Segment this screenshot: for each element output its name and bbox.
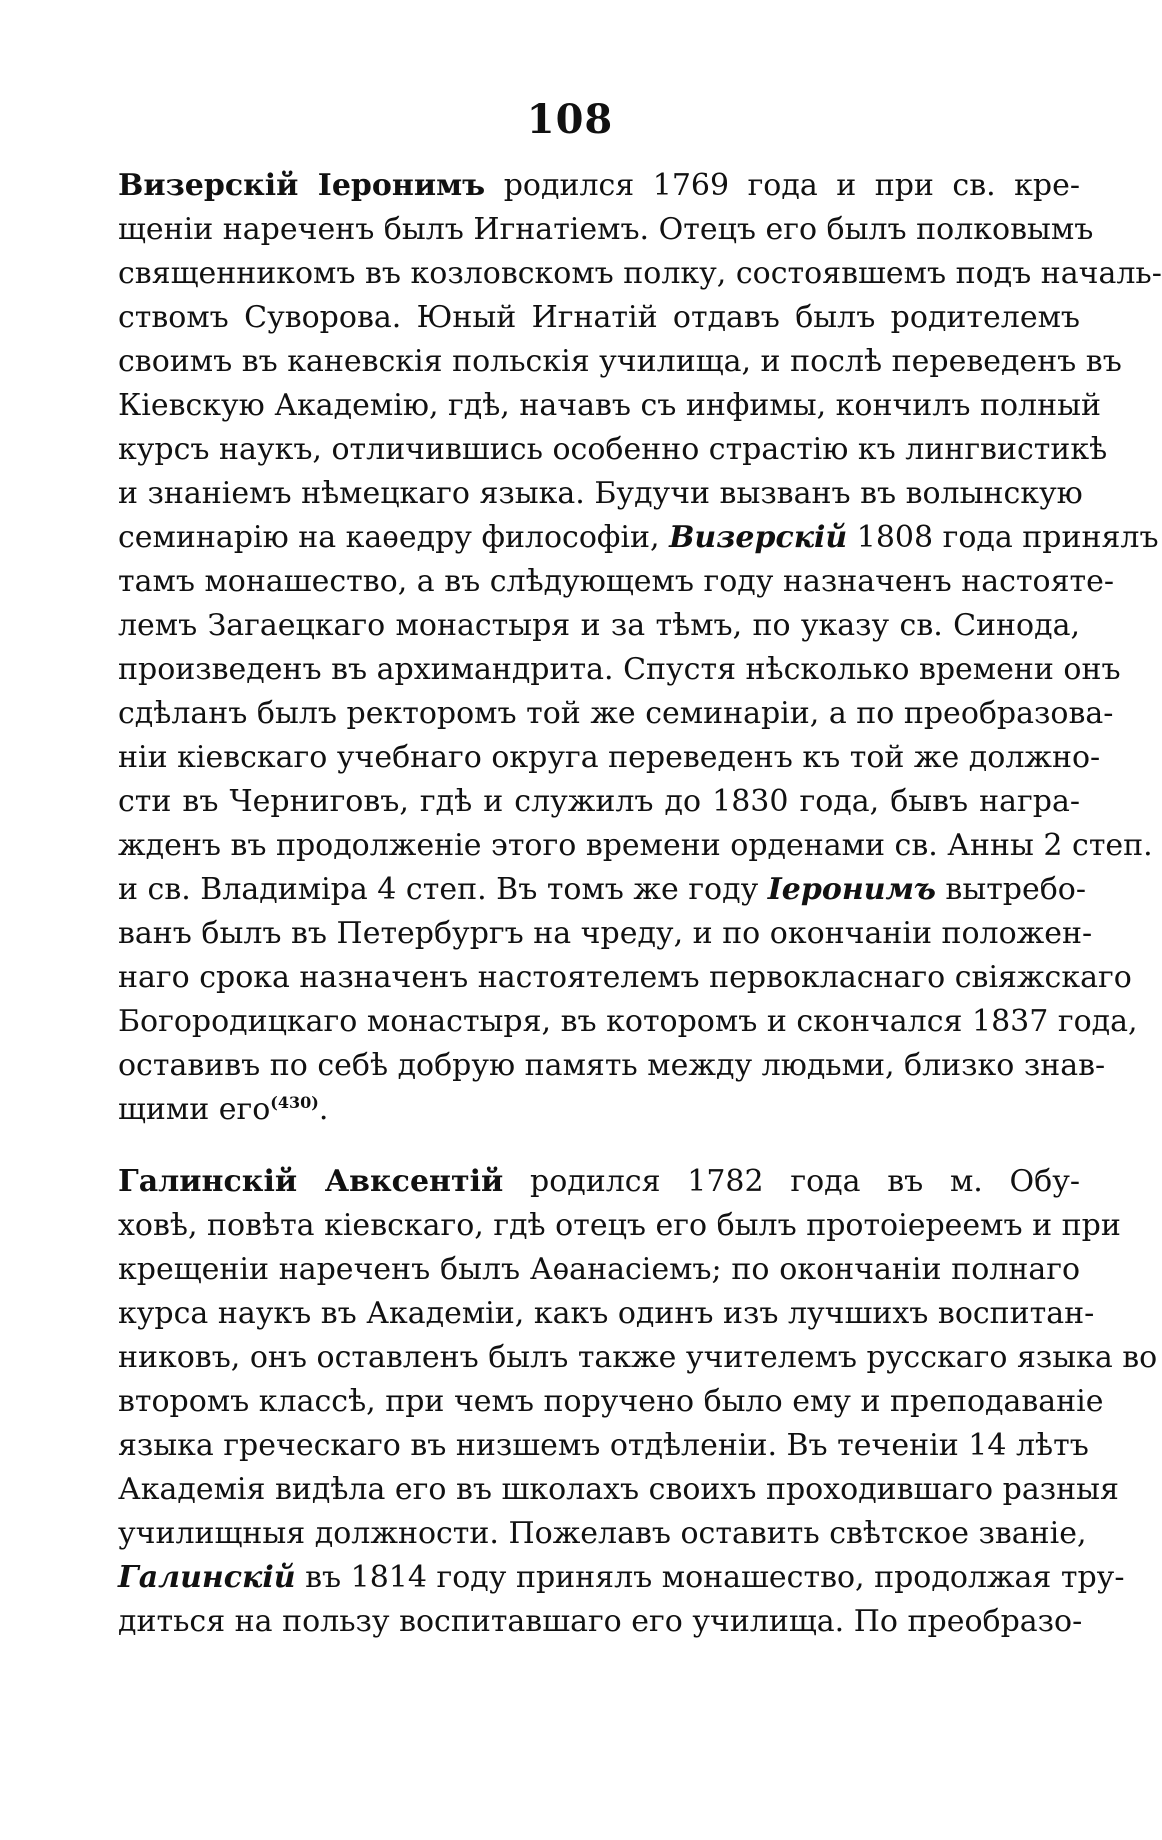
text-line xyxy=(118,340,1122,384)
text-line xyxy=(118,516,1159,560)
text-segment: наго срока назначенъ настоятелемъ первокласнаго свіяжскаго xyxy=(118,960,1132,995)
text-segment: никовъ, онъ оставленъ былъ также учителемъ русскаго языка во xyxy=(118,1340,1158,1375)
text-segment: второмъ классѣ, при чемъ поручено было ему и преподаваніе xyxy=(118,1384,1104,1419)
text-segment: щеніи нареченъ былъ Игнатіемъ. Отецъ его былъ полковымъ xyxy=(118,212,1094,247)
text-line xyxy=(118,1088,1080,1132)
text-line xyxy=(118,824,1153,868)
text-line xyxy=(118,472,1083,516)
text-line xyxy=(118,780,1080,824)
text-segment: курса наукъ въ Академіи, какъ одинъ изъ лучшихъ воспитан- xyxy=(118,1296,1095,1331)
text-segment: 1808 года принялъ xyxy=(847,520,1159,555)
text-line xyxy=(118,1292,1095,1336)
text-line xyxy=(118,736,1101,780)
text-segment: семинарію на каѳедру философіи, xyxy=(118,520,670,555)
text-line xyxy=(118,1512,1087,1556)
text-segment: диться на пользу воспитавшаго его училища. По преобразо- xyxy=(118,1604,1083,1639)
text-segment: курсъ наукъ, отличившись особенно страстію къ лингвистикѣ xyxy=(118,432,1108,467)
text-segment: сти въ Черниговъ, гдѣ и служилъ до 1830 года, бывъ награ- xyxy=(118,784,1080,819)
text-line xyxy=(118,252,1162,296)
text-line xyxy=(118,560,1115,604)
italic-name: Іеронимъ xyxy=(767,872,936,907)
person-name: Визерскій Іеронимъ xyxy=(118,168,486,203)
text-line xyxy=(118,296,1080,340)
text-segment: ніи кіевскаго учебнаго округа переведенъ къ той же должно- xyxy=(118,740,1101,775)
biography-entry-galinsky xyxy=(118,1160,1158,1644)
text-line xyxy=(118,1556,1125,1600)
text-line xyxy=(118,384,1101,428)
text-segment: своимъ въ каневскія польскія училища, и послѣ переведенъ въ xyxy=(118,344,1122,379)
text-segment: ванъ былъ въ Петербургъ на чреду, и по окончаніи положен- xyxy=(118,916,1093,951)
text-line xyxy=(118,1248,1080,1292)
page-number: 108 xyxy=(526,96,614,143)
biography-entry-vizersky xyxy=(118,164,1162,1132)
text-line xyxy=(118,1468,1119,1512)
text-line xyxy=(118,1336,1158,1380)
text-segment: Кіевскую Академію, гдѣ, начавъ съ инфимы, кончилъ полный xyxy=(118,388,1101,423)
italic-name: Галинскій xyxy=(118,1560,296,1595)
text-segment: Богородицкаго монастыря, въ которомъ и скончался 1837 года, xyxy=(118,1004,1138,1039)
text-line xyxy=(118,428,1108,472)
text-line xyxy=(118,868,1087,912)
text-segment: и св. Владиміра 4 степ. Въ томъ же году xyxy=(118,872,768,907)
text-line xyxy=(118,1204,1121,1248)
text-line xyxy=(118,1380,1104,1424)
text-segment: произведенъ въ архимандрита. Спустя нѣсколько времени онъ xyxy=(118,652,1121,687)
footnote-ref: (430) xyxy=(270,1093,319,1112)
text-line xyxy=(118,692,1114,736)
text-line xyxy=(118,604,1080,648)
text-segment: жденъ въ продолженіе этого времени орденами св. Анны 2 степ. xyxy=(118,828,1153,863)
text-segment: щими его xyxy=(118,1092,271,1127)
text-segment: тамъ монашество, а въ слѣдующемъ году назначенъ настоятe- xyxy=(118,564,1115,599)
text-segment: языка греческаго въ низшемъ отдѣленіи. Въ теченіи 14 лѣтъ xyxy=(118,1428,1089,1463)
text-line xyxy=(118,208,1094,252)
text-segment: лемъ Загаецкаго монастыря и за тѣмъ, по указу св. Синода, xyxy=(118,608,1080,643)
text-line xyxy=(118,956,1132,1000)
text-line xyxy=(118,164,1080,208)
text-segment: и знаніемъ нѣмецкаго языка. Будучи вызванъ въ волынскую xyxy=(118,476,1083,511)
text-segment: крещеніи нареченъ былъ Аѳанасіемъ; по окончаніи полнаго xyxy=(118,1252,1080,1287)
italic-name: Визерскій xyxy=(669,520,848,555)
text-line xyxy=(118,1000,1138,1044)
text-line xyxy=(118,1160,1080,1204)
text-segment: ствомъ Суворова. Юный Игнатій отдавъ былъ родителемъ xyxy=(118,300,1080,335)
text-line xyxy=(118,1424,1089,1468)
text-segment: оставивъ по себѣ добрую память между людьми, близко знав- xyxy=(118,1048,1106,1083)
text-line xyxy=(118,1600,1083,1644)
text-segment: училищныя должности. Пожелавъ оставить свѣтское званіе, xyxy=(118,1516,1087,1551)
text-line xyxy=(118,648,1121,692)
text-segment: родился 1782 года въ м. Обу- xyxy=(503,1164,1081,1199)
text-segment: Академія видѣла его въ школахъ своихъ проходившаго разныя xyxy=(118,1472,1119,1507)
text-line xyxy=(118,912,1093,956)
text-segment: сдѣланъ былъ ректоромъ той же семинаріи, а по преобразова- xyxy=(118,696,1114,731)
text-segment: въ 1814 году принялъ монашество, продолжая тру- xyxy=(295,1560,1125,1595)
text-segment: . xyxy=(318,1092,329,1127)
text-segment: священникомъ въ козловскомъ полку, состоявшемъ подъ началь- xyxy=(118,256,1162,291)
text-segment: вытребо- xyxy=(935,872,1087,907)
person-name: Галинскій Авксентій xyxy=(118,1164,504,1199)
text-segment: родился 1769 года и при св. кре- xyxy=(485,168,1080,203)
text-segment: ховѣ, повѣта кіевскаго, гдѣ отецъ его былъ протоіереемъ и при xyxy=(118,1208,1121,1243)
text-line xyxy=(118,1044,1106,1088)
